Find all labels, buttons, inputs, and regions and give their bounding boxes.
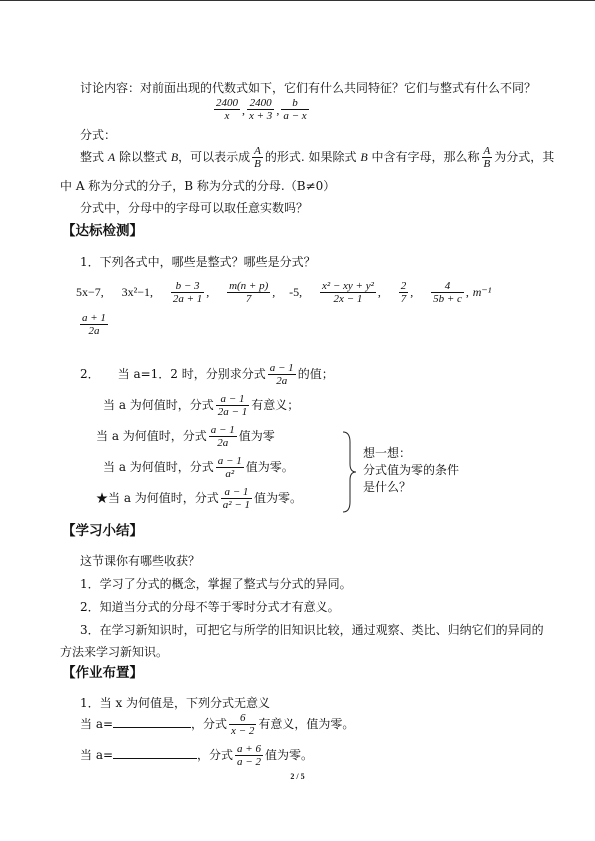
definition-question: 分式中，分母中的字母可以取任意实数吗？: [80, 201, 309, 215]
discussion-prompt: 讨论内容：对前面出现的代数式如下，它们有什么共同特征？它们与整式有什么不同？: [80, 81, 537, 95]
definition-paragraph-2: 中 A 称为分式的分子，B 称为分式的分母.（B≠0）: [60, 179, 336, 193]
q1-expressions: 5x−7, 3x²−1, $\frac{b - 3}{2a + 1}$ , $\frac{m(n + p)}{7}$ , -5, $\frac{\text{x² − xy + y²}}{2x - 1}$ , $\frac{2}{7}$ , $\frac{4}{5b + c}$ , m⁻¹: [76, 280, 492, 305]
q2-line-c: 当 a 为何值时，分式 $\frac{a - 1}{2a}$ 值为零: [96, 424, 275, 449]
definition-heading: 分式：: [80, 128, 117, 142]
q2-line-a: 2． 当 a=1．2 时，分别求分式 $\frac{a - 1}{2a}$ 的值；: [80, 362, 334, 387]
fraction: $\frac{a - 1}{\text{a²}}$: [217, 455, 242, 480]
brace-icon: [340, 430, 358, 514]
summary-point-3-cont: 方法来学习新知识。: [60, 645, 169, 659]
fraction: $\frac{b - 3}{2a + 1}$: [172, 280, 203, 305]
fraction: $\frac{6}{x - 2}$: [231, 712, 255, 737]
summary-point-2: 2．知道当分式的分母不等于零时分式才有意义。: [80, 600, 340, 614]
fraction: $\frac{a + 6}{a - 2}$: [237, 743, 261, 768]
fraction: $\frac{2400}{x + 3}$: [249, 97, 273, 122]
fraction: $\frac{b}{a - x}$: [283, 97, 307, 122]
fraction: $\frac{a - 1}{2a}$: [269, 362, 294, 387]
q2-line-d: 当 a 为何值时，分式 $\frac{a - 1}{\text{a²}}$ 值为零。: [103, 455, 294, 480]
q1-text: 1．下列各式中，哪些是整式？哪些是分式？: [80, 255, 316, 269]
fraction: $\frac{a - 1}{2a - 1}$: [217, 393, 248, 418]
top-rule: [0, 0, 595, 1]
summary-point-3: 3．在学习新知识时，可把它与所学的旧知识比较，通过观察、类比、归纳它们的异同的: [80, 623, 544, 637]
answer-blank[interactable]: [113, 758, 197, 759]
fraction: $\frac{\text{x² − xy + y²}}{2x - 1}$: [321, 280, 374, 305]
q1-last-fraction: [78, 312, 110, 337]
homework-line-2: 当 a= ，分式 $\frac{6}{x - 2}$ 有意义，值为零。: [80, 712, 355, 737]
summary-question: 这节课你有哪些收获？: [80, 554, 201, 568]
think-title: 想一想：: [363, 446, 412, 460]
think-line-2: 是什么？: [363, 480, 412, 494]
summary-point-1: 1．学习了分式的概念，掌握了整式与分式的异同。: [80, 577, 352, 591]
page-number: 2 / 5: [290, 772, 305, 781]
section-title-summary: 【学习小结】: [62, 523, 143, 539]
think-line-1: 分式值为零的条件: [363, 463, 460, 477]
definition-paragraph: 整式 A 除以整式 B，可以表示成 $\frac{A}{B}$ 的形式. 如果除式 B 中含有字母，那么称 $\frac{A}{B}$ 为分式，其: [80, 145, 555, 170]
homework-item-1: 1．当 x 为何值是，下列分式无意义: [80, 696, 271, 710]
answer-blank[interactable]: [113, 727, 191, 728]
fraction: $\frac{2}{7}$: [400, 280, 407, 305]
fraction: $\frac{A}{B}$: [254, 145, 261, 170]
fraction: $\frac{a - 1}{2a}$: [210, 424, 235, 449]
q2-line-b: 当 a 为何值时，分式 $\frac{a - 1}{2a - 1}$ 有意义；: [103, 393, 300, 418]
section-title-homework: 【作业布置】: [62, 665, 143, 681]
discussion-fractions: $\frac{2400}{x}$ , $\frac{2400}{x + 3}$ , $\frac{b}{a - x}$: [216, 97, 307, 122]
q2-line-e: ★当 a 为何值时，分式 $\frac{a - 1}{\text{a² − 1}}$ 值为零。: [96, 486, 303, 511]
fraction: $\frac{4}{5b + c}$: [433, 280, 462, 305]
fraction: $\frac{a - 1}{\text{a² − 1}}$: [222, 486, 251, 511]
fraction: $\frac{a + 1}{2a}$: [82, 312, 106, 337]
fraction: $\frac{m(n + p)}{7}$: [229, 280, 269, 305]
section-title-check: 【达标检测】: [62, 223, 143, 239]
fraction: $\frac{2400}{x}$: [216, 97, 238, 122]
homework-line-3: 当 a= ，分式 $\frac{a + 6}{a - 2}$ 值为零。: [80, 743, 313, 768]
fraction: $\frac{A}{B}$: [483, 145, 491, 170]
